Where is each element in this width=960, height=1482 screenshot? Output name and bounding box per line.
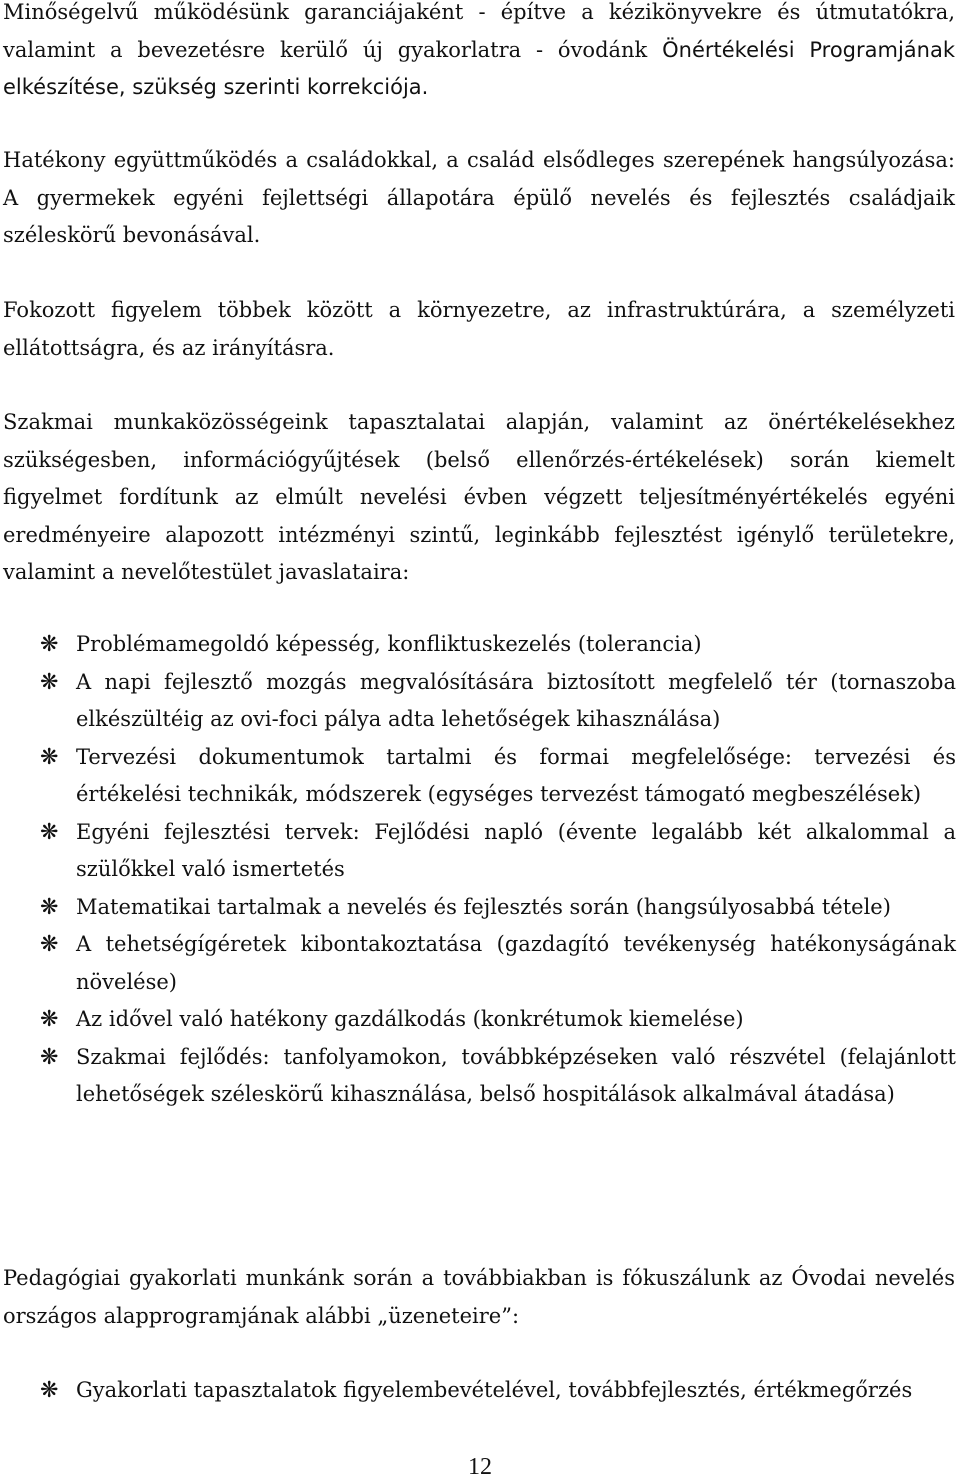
list-item (0, 889, 956, 927)
list-item (0, 664, 956, 739)
list-item-text: Szakmai fejlődés: tanfolyamokon, továbbképzéseken való részvétel (felajánlott lehetőségek széleskörű kihasználása, belső hospitálások alkalmával átadása) (76, 1044, 956, 1106)
snowflake-bullet-icon: ❋ (40, 632, 59, 657)
paragraph-professional-communities: Szakmai munkaközösségeink tapasztalatai alapján, valamint az önértékelésekhez szükségesben, információgyűjtések (belső ellenőrzés-értékelések) során kiemelt figyelmet fordítunk az elmúlt nevelési évben végzett teljesítményértékelés egyéni eredményeire alapozott intézményi szintű, leginkább fejlesztést igénylő területekre, valamint a nevelőtestület javaslataira: (3, 410, 955, 584)
list-item (0, 1372, 956, 1410)
snowflake-bullet-icon: ❋ (40, 1007, 59, 1032)
list-item (0, 626, 956, 664)
snowflake-bullet-icon: ❋ (40, 894, 59, 920)
paragraph-pedagogical-practice: Pedagógiai gyakorlati munkánk során a továbbiakban is fókuszálunk az Óvodai nevelés országos alapprogramjának alábbi „üzeneteire”: (3, 1266, 955, 1328)
paragraph-quality-emphasis: Önértékelési Programjának elkészítése, szükség szerinti korrekciója. (3, 37, 956, 99)
list-item-text: Egyéni fejlesztési tervek: Fejlődési napló (évente legalább két alkalommal a szülőkkel való ismertetés (76, 819, 956, 881)
paragraph-environment-focus: Fokozott figyelem többek között a környezetre, az infrastruktúrára, a személyzeti ellátottságra, és az irányításra. (3, 298, 955, 360)
paragraph-quality-text: Minőségelvű működésünk garanciájaként - építve a kézikönyvekre és útmutatókra, valamint a bevezetésre kerülő új gyakorlatra - óvodánk (3, 0, 955, 62)
list-item (0, 1039, 956, 1114)
list-item-text: Gyakorlati tapasztalatok figyelembevételével, továbbfejlesztés, értékmegőrzés (76, 1378, 913, 1402)
page-number: 12 (468, 1454, 492, 1480)
snowflake-bullet-icon: ❋ (40, 819, 59, 845)
list-item-text: Az idővel való hatékony gazdálkodás (konkrétumok kiemelése) (76, 1007, 744, 1031)
list-item-text: Matematikai tartalmak a nevelés és fejlesztés során (hangsúlyosabbá tétele) (76, 894, 891, 919)
list-item (0, 814, 956, 889)
paragraph-family-cooperation: Hatékony együttműködés a családokkal, a család elsődleges szerepének hangsúlyozása: A gyermekek egyéni fejlettségi állapotára épülő nevelés és fejlesztés családjaik széleskörű bevonásával. (3, 148, 955, 247)
snowflake-bullet-icon: ❋ (40, 932, 59, 957)
snowflake-bullet-icon: ❋ (40, 1044, 59, 1070)
development-areas-list (0, 626, 960, 1114)
messages-list (0, 1372, 960, 1410)
snowflake-bullet-icon: ❋ (40, 669, 59, 695)
list-item (0, 1001, 956, 1039)
list-item-text: Tervezési dokumentumok tartalmi és formai megfelelősége: tervezési és értékelési technikák, módszerek (egységes tervezést támogató megbeszélések) (76, 744, 956, 806)
list-item (0, 926, 956, 1001)
paragraph-quality (3, 0, 955, 107)
snowflake-bullet-icon: ❋ (40, 744, 59, 770)
list-item-text: A tehetségígéretek kibontakoztatása (gazdagító tevékenység hatékonyságának növelése) (76, 932, 956, 994)
snowflake-bullet-icon: ❋ (40, 1378, 59, 1403)
list-item-text: Problémamegoldó képesség, konfliktuskezelés (tolerancia) (76, 632, 702, 656)
list-item (0, 739, 956, 814)
list-item-text: A napi fejlesztő mozgás megvalósítására biztosított megfelelő tér (tornaszoba elkészültéig az ovi-foci pálya adta lehetőségek kihasználása) (76, 669, 956, 731)
